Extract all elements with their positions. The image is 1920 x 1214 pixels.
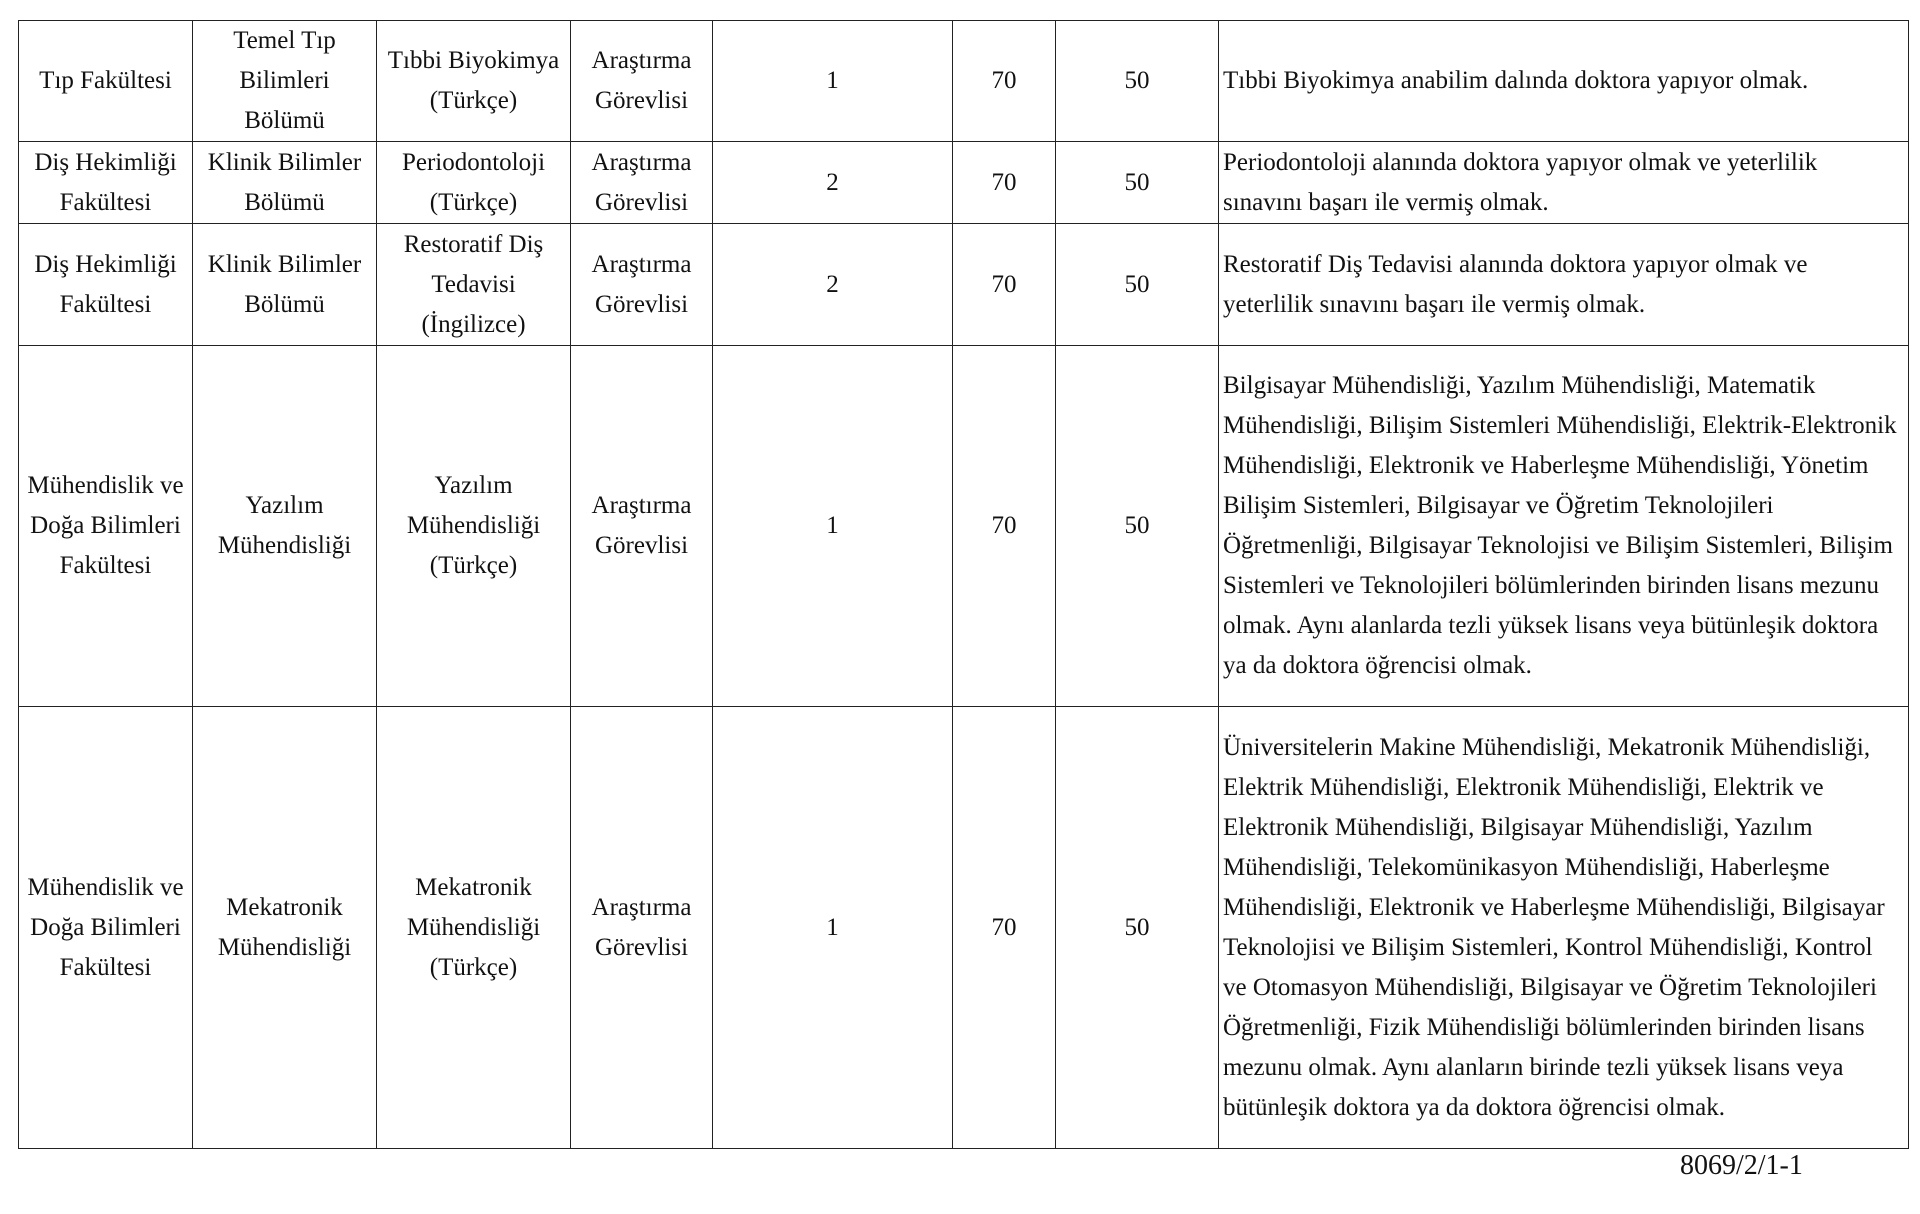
requirement-cell: Restoratif Diş Tedavisi alanında doktora yapıyor olmak ve yeterlilik sınavını başarı ile vermiş olmak. (1219, 224, 1909, 346)
department-cell: Mekatronik Mühendisliği (193, 707, 377, 1149)
faculty-cell: Diş Hekimliği Fakültesi (19, 142, 193, 224)
table-row (19, 707, 1909, 1149)
department-cell: Temel Tıp Bilimleri Bölümü (193, 21, 377, 142)
score-b-cell: 50 (1056, 707, 1219, 1149)
score-b-cell: 50 (1056, 142, 1219, 224)
score-a-cell: 70 (953, 707, 1056, 1149)
score-b-cell: 50 (1056, 224, 1219, 346)
score-b-cell: 50 (1056, 21, 1219, 142)
department-cell: Yazılım Mühendisliği (193, 346, 377, 707)
faculty-cell: Tıp Fakültesi (19, 21, 193, 142)
count-cell: 2 (713, 224, 953, 346)
faculty-cell: Diş Hekimliği Fakültesi (19, 224, 193, 346)
title-cell: Araştırma Görevlisi (571, 142, 713, 224)
faculty-cell: Mühendislik ve Doğa Bilimleri Fakültesi (19, 346, 193, 707)
program-cell: Yazılım Mühendisliği (Türkçe) (377, 346, 571, 707)
program-cell: Mekatronik Mühendisliği (Türkçe) (377, 707, 571, 1149)
department-cell: Klinik Bilimler Bölümü (193, 224, 377, 346)
table-row (19, 224, 1909, 346)
title-cell: Araştırma Görevlisi (571, 21, 713, 142)
program-cell: Periodontoloji (Türkçe) (377, 142, 571, 224)
title-cell: Araştırma Görevlisi (571, 707, 713, 1149)
score-a-cell: 70 (953, 142, 1056, 224)
count-cell: 1 (713, 21, 953, 142)
score-b-cell: 50 (1056, 346, 1219, 707)
requirement-cell: Üniversitelerin Makine Mühendisliği, Mekatronik Mühendisliği, Elektrik Mühendisliği, Elektronik Mühendisliği, Elektrik ve Elektronik Mühendisliği, Bilgisayar Mühendisliği, Yazılım Mühendisliği, Telekomünikasyon Mühendisliği, Haberleşme Mühendisliği, Elektronik ve Haberleşme Mühendisliği, Bilgisayar Teknolojisi ve Bilişim Sistemleri, Kontrol Mühendisliği, Kontrol ve Otomasyon Mühendisliği, Bilgisayar ve Öğretim Teknolojileri Öğretmenliği, Fizik Mühendisliği bölümlerinden birinden lisans mezunu olmak. Aynı alanların birinde tezli yüksek lisans veya bütünleşik doktora ya da doktora öğrencisi olmak. (1219, 707, 1909, 1149)
department-cell: Klinik Bilimler Bölümü (193, 142, 377, 224)
document-number: 8069/2/1-1 (1680, 1150, 1803, 1181)
requirement-cell: Periodontoloji alanında doktora yapıyor olmak ve yeterlilik sınavını başarı ile vermiş olmak. (1219, 142, 1909, 224)
table-row (19, 21, 1909, 142)
title-cell: Araştırma Görevlisi (571, 346, 713, 707)
table-row (19, 142, 1909, 224)
positions-table (18, 20, 1909, 1149)
program-cell: Tıbbi Biyokimya (Türkçe) (377, 21, 571, 142)
requirement-cell: Tıbbi Biyokimya anabilim dalında doktora yapıyor olmak. (1219, 21, 1909, 142)
program-cell: Restoratif Diş Tedavisi (İngilizce) (377, 224, 571, 346)
faculty-cell: Mühendislik ve Doğa Bilimleri Fakültesi (19, 707, 193, 1149)
score-a-cell: 70 (953, 346, 1056, 707)
count-cell: 1 (713, 346, 953, 707)
title-cell: Araştırma Görevlisi (571, 224, 713, 346)
requirement-cell: Bilgisayar Mühendisliği, Yazılım Mühendisliği, Matematik Mühendisliği, Bilişim Sistemleri Mühendisliği, Elektrik-Elektronik Mühendisliği, Elektronik ve Haberleşme Mühendisliği, Yönetim Bilişim Sistemleri, Bilgisayar ve Öğretim Teknolojileri Öğretmenliği, Bilgisayar Teknolojisi ve Bilişim Sistemleri, Bilişim Sistemleri ve Teknolojileri bölümlerinden birinden lisans mezunu olmak. Aynı alanlarda tezli yüksek lisans veya bütünleşik doktora ya da doktora öğrencisi olmak. (1219, 346, 1909, 707)
score-a-cell: 70 (953, 21, 1056, 142)
count-cell: 1 (713, 707, 953, 1149)
count-cell: 2 (713, 142, 953, 224)
table-row (19, 346, 1909, 707)
score-a-cell: 70 (953, 224, 1056, 346)
